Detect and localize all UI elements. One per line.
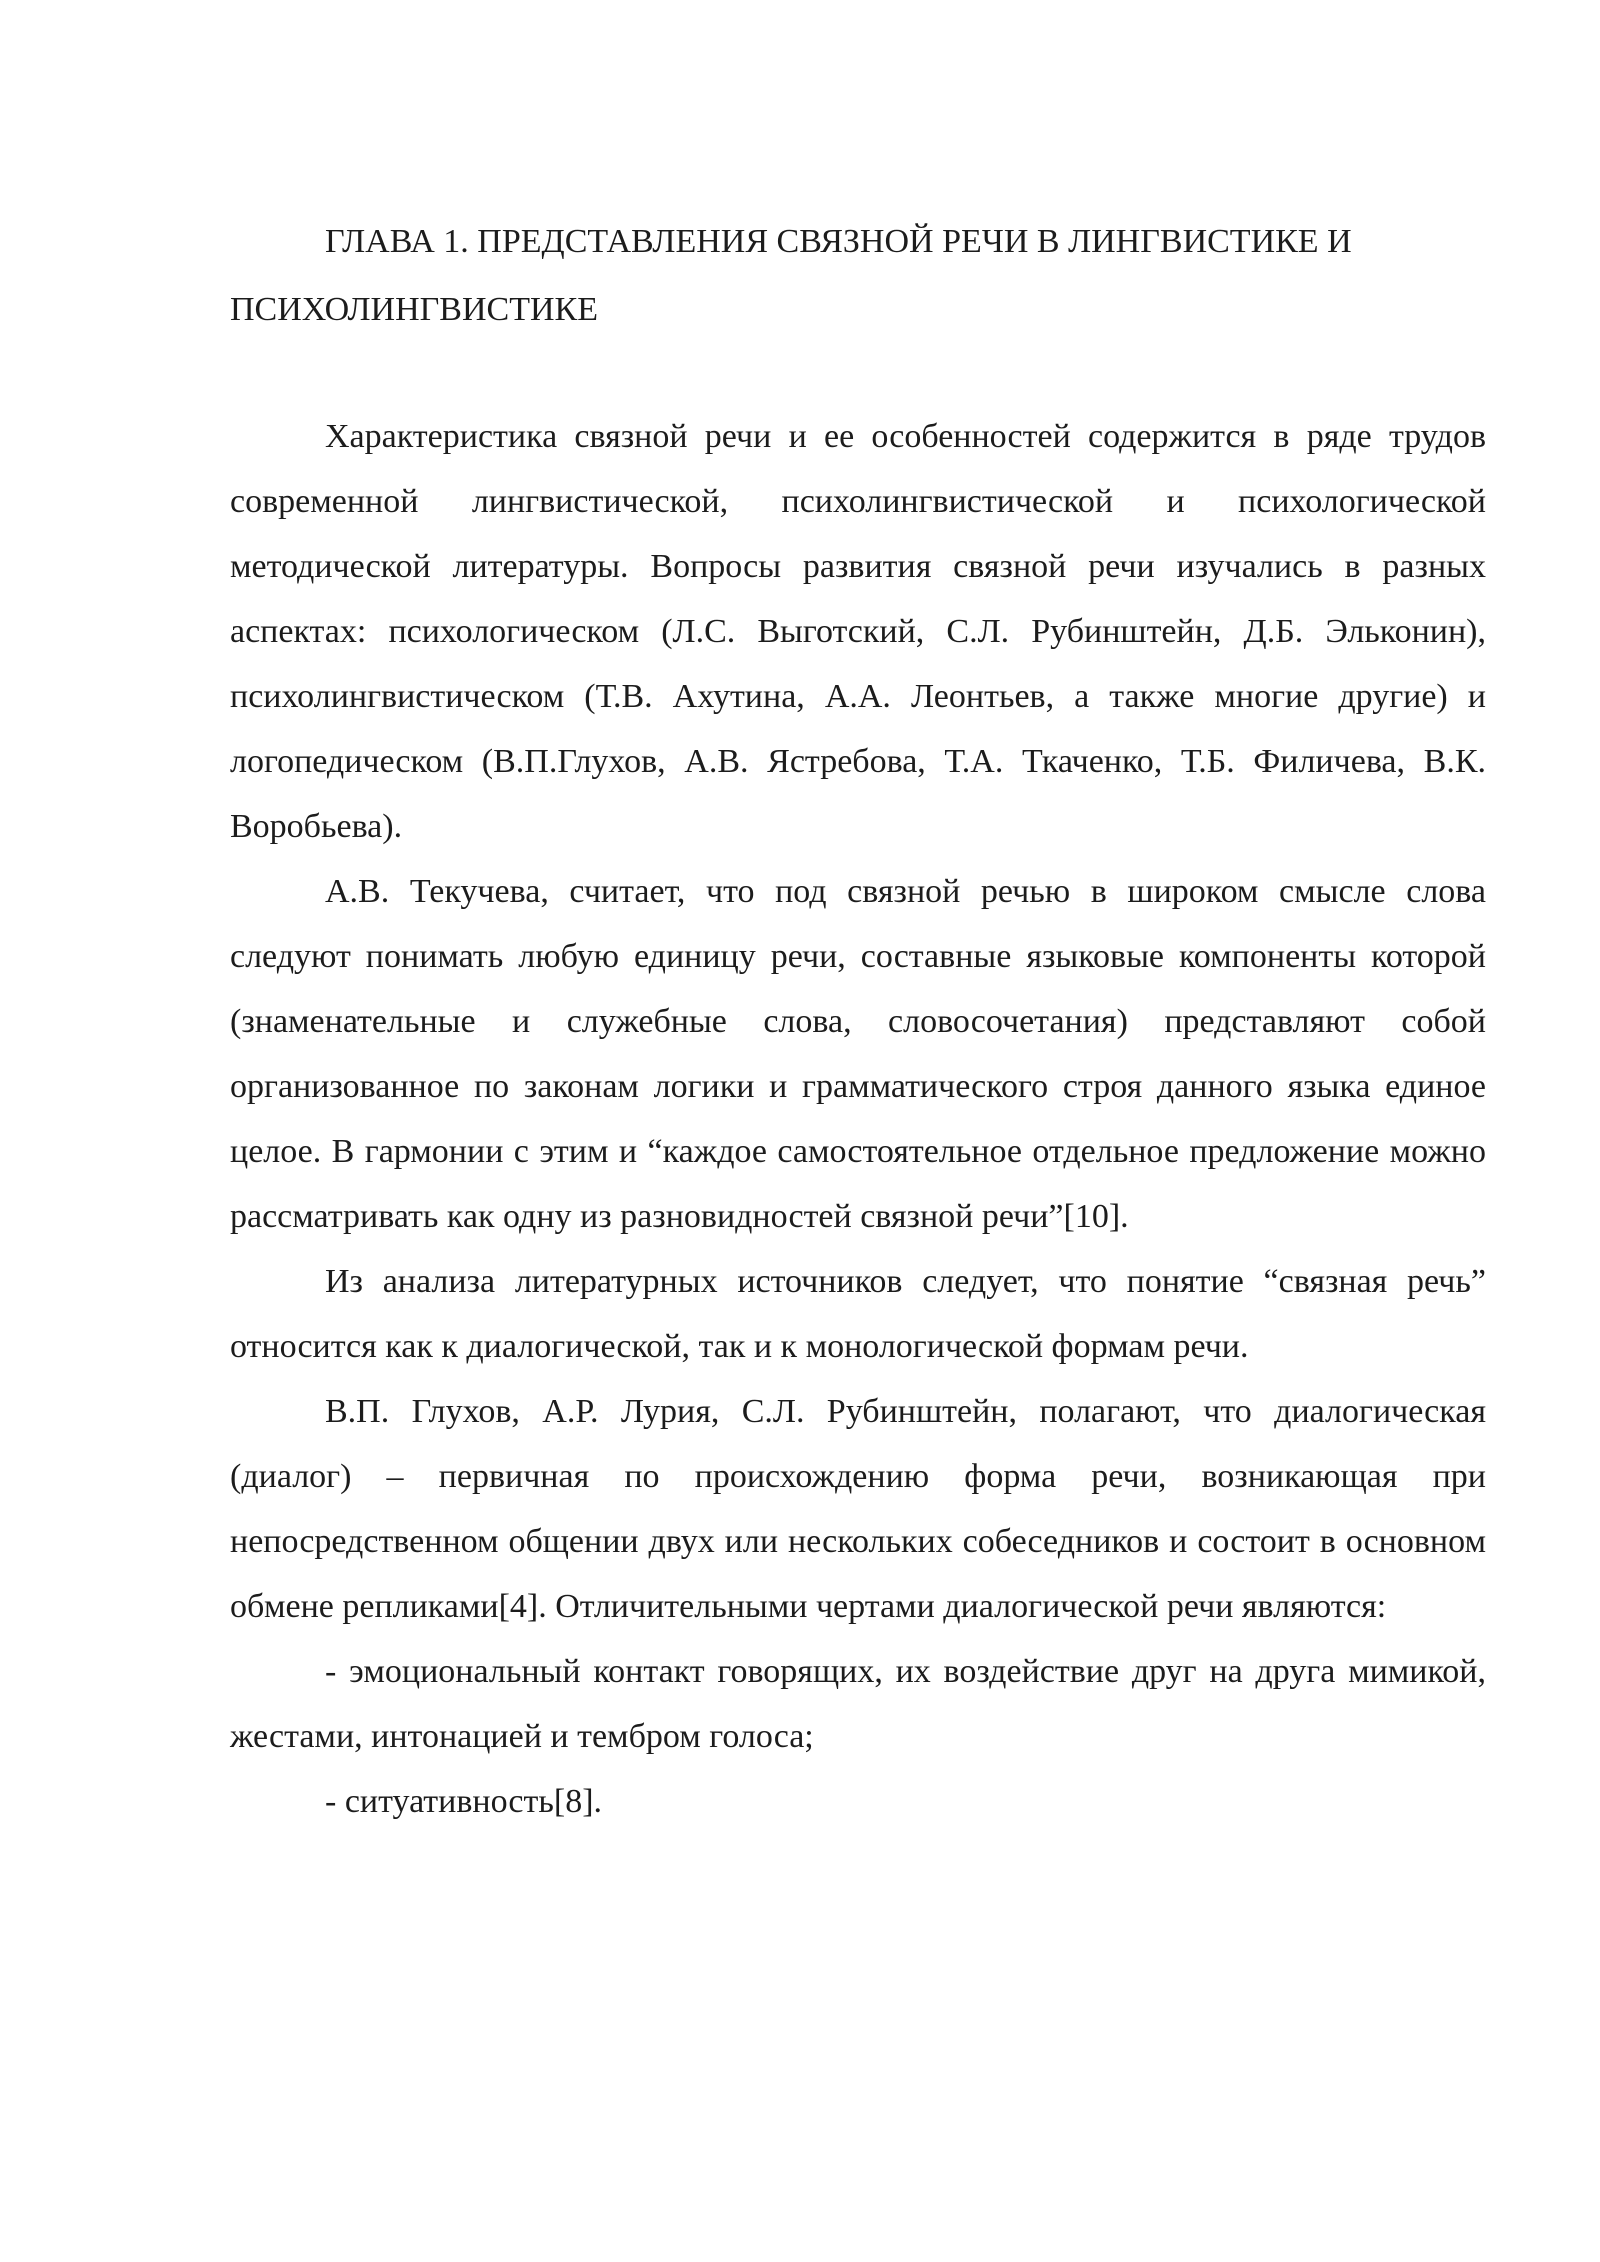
page-content [230,208,1486,1834]
list-item-emotional-contact: - эмоциональный контакт говорящих, их воздействие друг на друга мимикой, жестами, интонацией и тембром голоса; [230,1653,1486,1755]
paragraph-analysis: Из анализа литературных источников следует, что понятие “связная речь” относится как к диалогической, так и к монологической формам речи. [230,1263,1486,1365]
title-spacer [230,344,1486,404]
paragraph-dialogue: В.П. Глухов, А.Р. Лурия, С.Л. Рубинштейн, полагают, что диалогическая (диалог) – первичная по происхождению форма речи, возникающая при непосредственном общении двух или нескольких собеседников и состоит в основном обмене репликами[4]. Отличительными чертами диалогической речи являются: [230,1393,1486,1625]
paragraph-tekucheva: А.В. Текучева, считает, что под связной речью в широком смысле слова следуют понимать любую единицу речи, составные языковые компоненты которой (знаменательные и служебные слова, словосочетания) представляют собой организованное по законам логики и грамматического строя данного языка единое целое. В гармонии с этим и “каждое самостоятельное отдельное предложение можно рассматривать как одну из разновидностей связной речи”[10]. [230,873,1486,1235]
chapter-title: ГЛАВА 1. ПРЕДСТАВЛЕНИЯ СВЯЗНОЙ РЕЧИ В ЛИНГВИСТИКЕ И ПСИХОЛИНГВИСТИКЕ [230,223,1352,328]
paragraph-intro: Характеристика связной речи и ее особенностей содержится в ряде трудов современной лингвистической, психолингвистической и психологической методической литературы. Вопросы развития связной речи изучались в разных аспектах: психологическом (Л.С. Выготский, С.Л. Рубинштейн, Д.Б. Эльконин), психолингвистическом (Т.В. Ахутина, А.А. Леонтьев, а также многие другие) и логопедическом (В.П.Глухов, А.В. Ястребова, Т.А. Ткаченко, Т.Б. Филичева, В.К. Воробьева). [230,418,1486,845]
list-item-situativity: - ситуативность[8]. [325,1783,603,1820]
